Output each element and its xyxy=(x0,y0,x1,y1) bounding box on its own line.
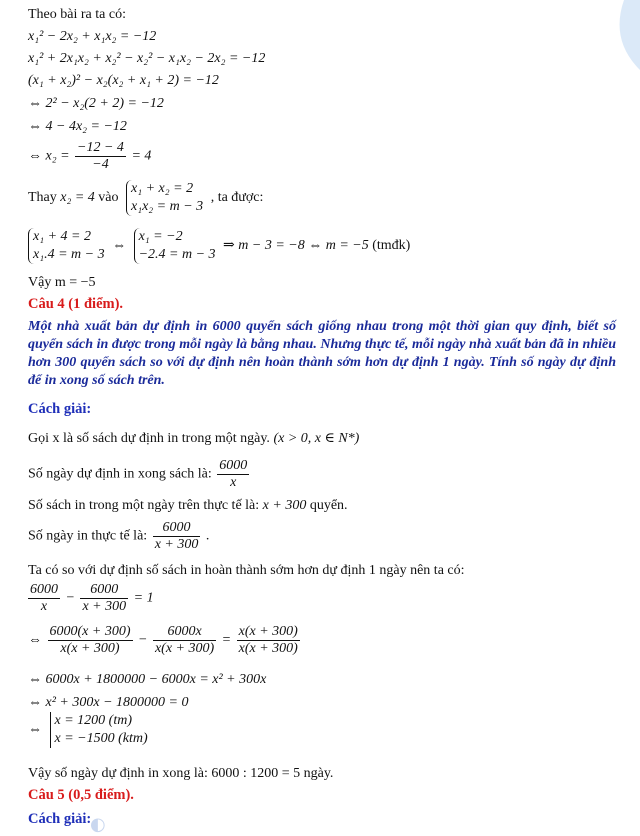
eq6-numerator: −12 − 4 xyxy=(77,140,124,155)
actual-books-line xyxy=(28,497,348,515)
system-b-row-2: −2.4 = m − 3 xyxy=(138,247,216,262)
actual-books-text: Số sách in trong một ngày trên thực tế là: xyxy=(28,498,260,513)
fraction-numerator: 6000x xyxy=(153,624,216,641)
question-4-title: Câu 4 (1 điểm). xyxy=(28,296,124,312)
fraction-denominator: x xyxy=(230,475,237,490)
solution-bracket xyxy=(50,712,148,748)
fraction-numerator: 6000 xyxy=(80,582,128,599)
equation-b xyxy=(28,624,302,657)
goi-condition: (x > 0, x ∈ N*) xyxy=(273,431,360,446)
equation-6 xyxy=(28,140,151,173)
fraction-denominator: x(x + 300) xyxy=(60,641,120,656)
actual-days-text: Số ngày in thực tế là: xyxy=(28,528,148,544)
minus-sign: − xyxy=(65,590,75,606)
equals-sign: = xyxy=(221,632,232,648)
system-a xyxy=(28,228,105,264)
eqB-fraction-1 xyxy=(48,624,133,657)
goi-line xyxy=(28,430,359,448)
question-5-title: Câu 5 (0,5 điểm). xyxy=(28,787,134,803)
system-b xyxy=(134,228,216,264)
conclusion-days: Vậy số ngày dự định in xong là: 6000 : 1200 = 5 ngày. xyxy=(28,766,334,781)
system-b-row-1: x₁ = −2 xyxy=(138,229,183,244)
fraction-denominator: x + 300 xyxy=(154,537,199,552)
fraction-denominator: x(x + 300) xyxy=(238,641,298,656)
eqA-right: = 1 xyxy=(133,590,154,606)
comparison-text: Ta có so với dự định số sách in hoàn thành sớm hơn dự định 1 ngày nên ta có: xyxy=(28,563,465,578)
tmdk-label: (tmđk) xyxy=(372,238,411,254)
equation-5: ⇔ 4 − 4x₂ = −12 xyxy=(28,119,127,134)
planned-days-text: Số ngày dự định in xong sách là: xyxy=(28,466,212,482)
fraction-denominator: x(x + 300) xyxy=(154,641,215,656)
fraction-denominator: x + 300 xyxy=(82,599,127,614)
fraction-denominator: x xyxy=(40,599,48,614)
solution-heading-2: Cách giải: xyxy=(28,811,92,827)
equation-3: (x₁ + x₂)² − x₂(x₂ + x₁ + 2) = −12 xyxy=(28,73,219,88)
eqA-fraction-1 xyxy=(28,582,60,615)
equation-d: ⇔ x² + 300x − 1800000 = 0 xyxy=(28,695,189,710)
goi-text: Gọi x là số sách dự định in trong một ngày. xyxy=(28,431,270,446)
system-a-row-2: x₁.4 = m − 3 xyxy=(33,247,105,262)
thay-system-row-2: x₁x₂ = m − 3 xyxy=(131,199,204,214)
system-line xyxy=(28,228,410,264)
iff-symbol: ⇔ xyxy=(28,722,42,738)
fraction-numerator: 6000 xyxy=(153,520,201,537)
thay-prefix: Thay xyxy=(28,190,57,206)
intro-text: Theo bài ra ta có: xyxy=(28,7,126,22)
system-result: ⇒ m − 3 = −8 ⇔ m = −5 xyxy=(223,238,369,254)
eq6-left: ⇔ x₂ = xyxy=(28,148,70,164)
conclusion-m: Vậy m = −5 xyxy=(28,275,96,290)
thay-suffix: , ta được: xyxy=(210,190,264,206)
fraction-numerator: x(x + 300) xyxy=(238,624,298,639)
solution-2: x = −1500 (ktm) xyxy=(54,731,148,746)
eq6-fraction xyxy=(75,140,126,173)
minus-sign: − xyxy=(138,632,148,648)
equation-c: ⇔ 6000x + 1800000 − 6000x = x² + 300x xyxy=(28,672,267,687)
iff-symbol: ⇔ xyxy=(112,238,127,254)
system-a-row-1: x₁ + 4 = 2 xyxy=(33,229,91,244)
quyen-label: quyển. xyxy=(309,498,348,513)
planned-days-line xyxy=(28,458,251,491)
actual-books-expression: x + 300 xyxy=(262,498,307,513)
fraction-numerator: 6000 xyxy=(219,458,248,473)
equation-2: x₁² + 2x₁x₂ + x₂² − x₂² − x₁x₂ − 2x₂ = −12 xyxy=(28,51,266,66)
fraction-numerator: 6000 xyxy=(30,582,58,597)
thay-line xyxy=(28,180,263,216)
thay-x2: x₂ = 4 xyxy=(60,190,95,206)
equation-1: x₁² − 2x₂ + x₁x₂ = −12 xyxy=(28,29,157,44)
question-4-problem: Một nhà xuất bản dự định in 6000 quyển sách giống nhau trong một thời gian quy định, biết số quyển sách in được trong mỗi ngày là bằng nhau. Nhưng thực tế, mỗi ngày nhà xuất bản đã in nhiều hơn 300 quyển sách so với dự định nên hoàn thành sớm hơn dự định 1 ngày. Tính số ngày dự định để in xong số sách trên. xyxy=(28,319,616,388)
solution-1: x = 1200 (tm) xyxy=(54,713,132,728)
solutions-line xyxy=(28,712,152,748)
actual-days-line xyxy=(28,520,209,553)
thay-system-row-1: x₁ + x₂ = 2 xyxy=(131,181,194,196)
actual-days-fraction xyxy=(153,520,201,553)
equation-4: ⇔ 2² − x₂(2 + 2) = −12 xyxy=(28,96,164,111)
thay-vao: vào xyxy=(98,190,119,206)
corner-decoration-icon xyxy=(600,0,640,70)
eqB-iff: ⇔ xyxy=(28,632,42,648)
thay-system xyxy=(126,180,203,216)
period: . xyxy=(205,528,210,544)
eq6-right: = 4 xyxy=(131,148,152,164)
planned-days-fraction xyxy=(217,458,249,491)
eq6-denominator: −4 xyxy=(92,157,109,172)
solution-heading: Cách giải: xyxy=(28,401,92,417)
watermark-icon: ◐ xyxy=(90,814,106,835)
eqB-fraction-3 xyxy=(237,624,300,657)
eqB-fraction-2 xyxy=(153,624,216,657)
eqA-fraction-2 xyxy=(80,582,128,615)
equation-a xyxy=(28,582,154,615)
fraction-numerator: 6000(x + 300) xyxy=(49,624,131,639)
